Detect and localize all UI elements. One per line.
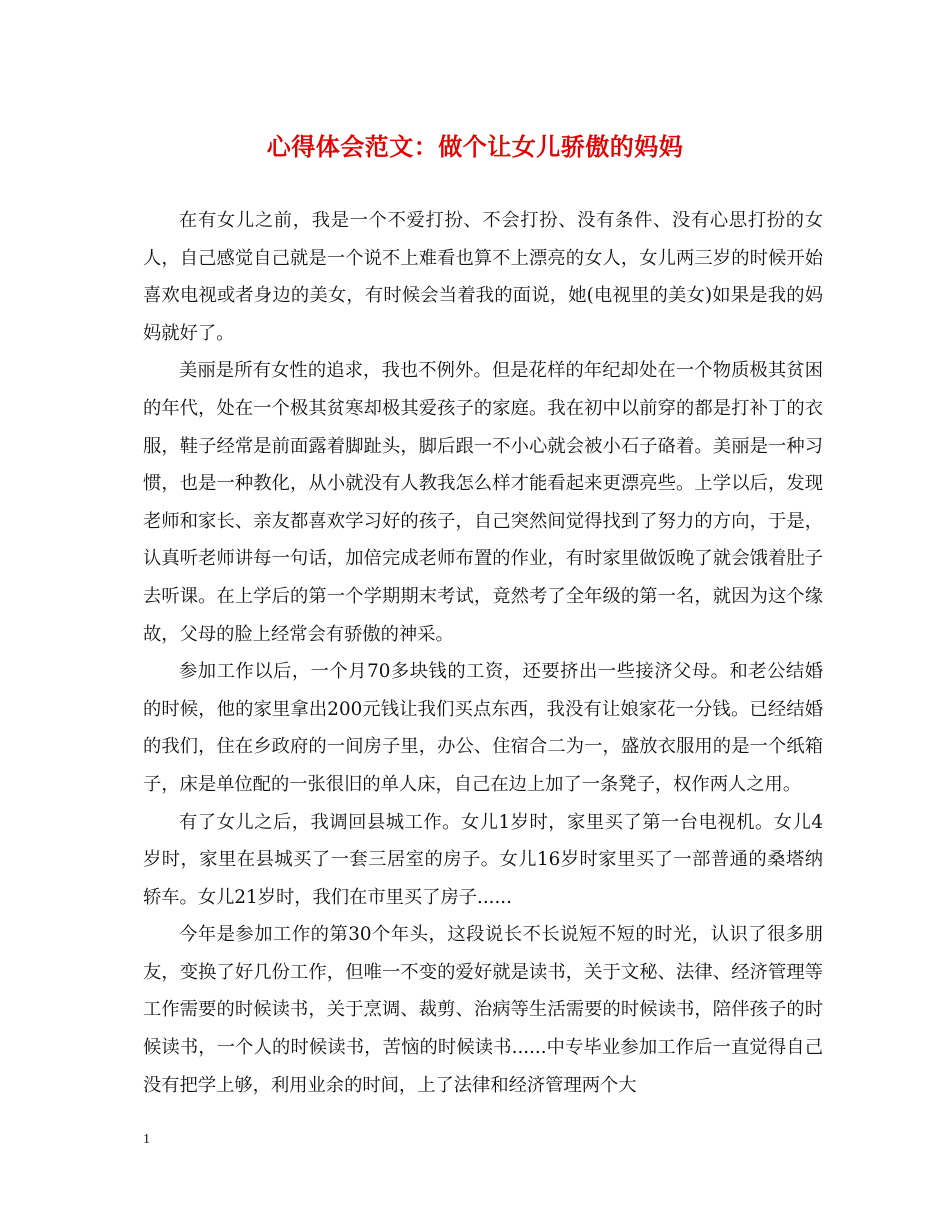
paragraph-4: 有了女儿之后，我调回县城工作。女儿1岁时，家里买了第一台电视机。女儿4岁时，家里在县城买了一套三居室的房子。女儿16岁时家里买了一部普通的桑塔纳轿车。女儿21岁时，我们在市里买了房子...... (143, 811, 823, 908)
page-number: 1 (143, 1132, 150, 1147)
paragraph-5: 今年是参加工作的第30个年头，这段说长不长说短不短的时光，认识了很多朋友，变换了好几份工作，但唯一不变的爱好就是读书，关于文秘、法律、经济管理等工作需要的时候读书，关于烹调、裁剪、治病等生活需要的时候读书，陪伴孩子的时候读书，一个人的时候读书，苦恼的时候读书......中专毕业参加工作后一直觉得自己没有把学上够，利用业余的时间，上了法律和经济管理两个大 (143, 924, 823, 1096)
document-body (143, 202, 823, 1104)
paragraph-2: 美丽是所有女性的追求，我也不例外。但是花样的年纪却处在一个物质极其贫困的年代，处在一个极其贫寒却极其爱孩子的家庭。我在初中以前穿的都是打补丁的衣服，鞋子经常是前面露着脚趾头，脚后跟一不小心就会被小石子硌着。美丽是一种习惯，也是一种教化，从小就没有人教我怎么样才能看起来更漂亮些。上学以后，发现老师和家长、亲友都喜欢学习好的孩子，自己突然间觉得找到了努力的方向，于是，认真听老师讲每一句话，加倍完成老师布置的作业，有时家里做饭晚了就会饿着肚子去听课。在上学后的第一个学期期末考试，竟然考了全年级的第一名，就因为这个缘故，父母的脸上经常会有骄傲的神采。 (143, 360, 823, 645)
paragraph-3: 参加工作以后，一个月70多块钱的工资，还要挤出一些接济父母。和老公结婚的时候，他的家里拿出200元钱让我们买点东西，我没有让娘家花一分钱。已经结婚的我们，住在乡政府的一间房子里，办公、住宿合二为一，盛放衣服用的是一个纸箱子，床是单位配的一张很旧的单人床，自己在边上加了一条凳子，权作两人之用。 (143, 661, 823, 795)
paragraph-1: 在有女儿之前，我是一个不爱打扮、不会打扮、没有条件、没有心思打扮的女人，自己感觉自己就是一个说不上难看也算不上漂亮的女人，女儿两三岁的时候开始喜欢电视或者身边的美女，有时候会当着我的面说，她(电视里的美女)如果是我的妈妈就好了。 (143, 210, 823, 344)
page-title: 心得体会范文：做个让女儿骄傲的妈妈 (266, 133, 684, 161)
